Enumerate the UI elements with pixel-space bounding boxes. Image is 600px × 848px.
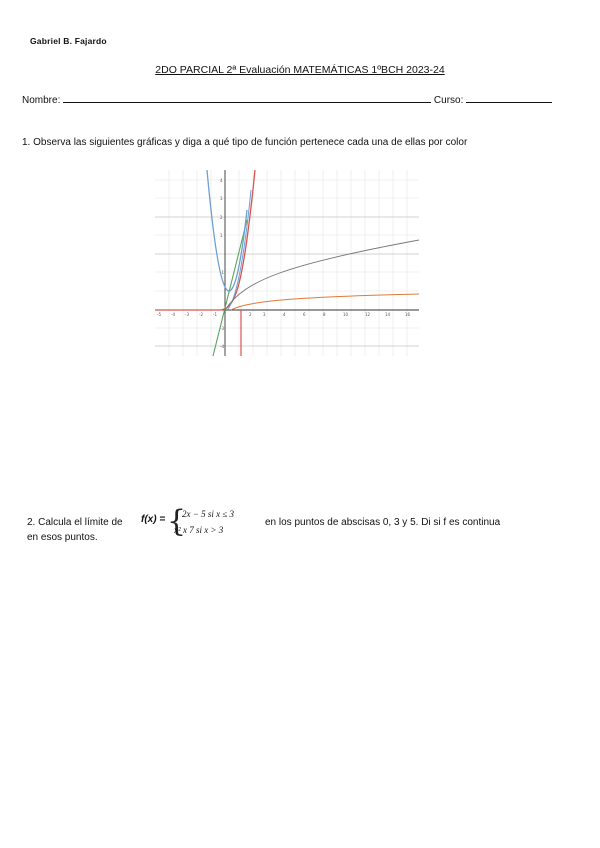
exam-title: 2DO PARCIAL 2ª Evaluación MATEMÁTICAS 1ºBCH 2023-24 — [155, 64, 445, 76]
piecewise-brace: { — [167, 504, 187, 539]
name-course-line — [22, 93, 552, 106]
svg-text:10: 10 — [343, 312, 349, 317]
svg-text:-3: -3 — [185, 312, 189, 317]
author-name: Gabriel B. Fajardo — [30, 36, 107, 46]
question-2-intro: 2. Calcula el límite de — [27, 517, 123, 528]
piecewise-case-1: 2x − 5 si x ≤ 3 — [182, 509, 235, 519]
curso-blank-line[interactable] — [466, 93, 552, 103]
svg-text:4: 4 — [220, 178, 223, 183]
nombre-blank-line[interactable] — [63, 93, 431, 103]
svg-text:-3: -3 — [220, 326, 224, 331]
svg-text:1: 1 — [220, 233, 223, 238]
svg-text:-2: -2 — [199, 312, 203, 317]
svg-text:-4: -4 — [220, 344, 224, 349]
svg-text:2: 2 — [220, 215, 223, 220]
minor-grid — [155, 170, 419, 356]
svg-text:2: 2 — [249, 312, 252, 317]
graph-svg — [155, 170, 419, 356]
nombre-label: Nombre: — [22, 95, 61, 106]
svg-text:-1: -1 — [213, 312, 217, 317]
question-2-line-2: en esos puntos. — [27, 532, 98, 543]
svg-text:8: 8 — [323, 312, 326, 317]
svg-text:3: 3 — [220, 196, 223, 201]
orange-curve — [231, 294, 419, 310]
svg-text:4: 4 — [283, 312, 286, 317]
question-1-text: 1. Observa las siguientes gráficas y diga a qué tipo de función pertenece cada una de ellas por color — [22, 137, 468, 148]
svg-text:3: 3 — [263, 312, 266, 317]
svg-text:6: 6 — [303, 312, 306, 317]
green-line — [213, 220, 247, 356]
axis-ticks — [157, 178, 411, 349]
svg-text:-1: -1 — [220, 270, 224, 275]
curso-label: Curso: — [433, 95, 464, 106]
major-grid — [155, 217, 419, 346]
svg-text:-4: -4 — [171, 312, 175, 317]
piecewise-case-2: x² x 7 si x > 3 — [174, 525, 224, 535]
gray-log-curve — [225, 240, 419, 310]
function-graph — [155, 170, 419, 356]
function-name: f(x) = — [141, 514, 166, 525]
svg-text:14: 14 — [385, 312, 391, 317]
svg-text:16: 16 — [405, 312, 411, 317]
question-2-continuation: en los puntos de abscisas 0, 3 y 5. Di si f es continua — [265, 517, 501, 528]
svg-text:-5: -5 — [157, 312, 161, 317]
svg-text:12: 12 — [365, 312, 371, 317]
